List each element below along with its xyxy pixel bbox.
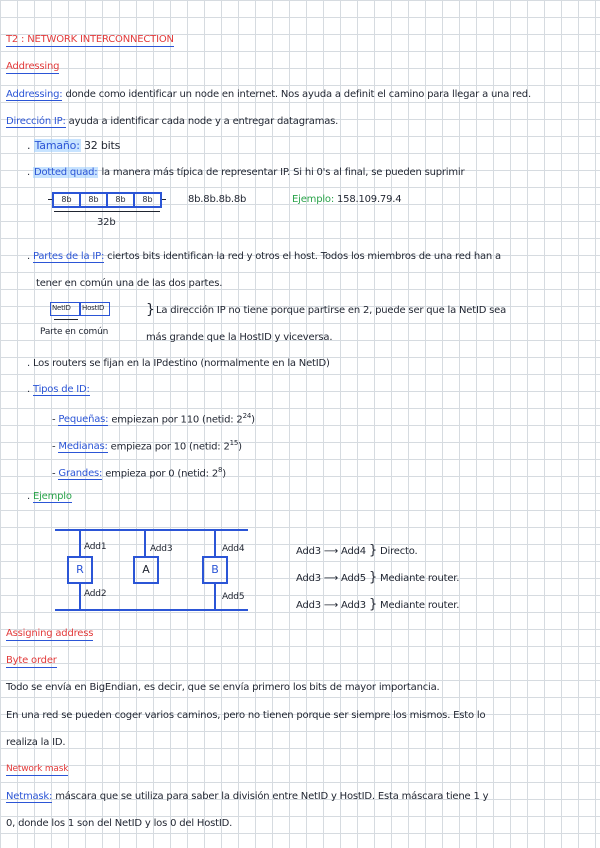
link-r-top bbox=[79, 531, 81, 556]
route-row bbox=[296, 545, 418, 558]
section-heading-assigning: Assigning address bbox=[6, 628, 94, 639]
example-term: Ejemplo: bbox=[292, 194, 335, 205]
byte-order-line-3: realiza la ID. bbox=[6, 737, 66, 748]
route-note: Mediante router. bbox=[380, 573, 460, 584]
example-ip: 158.109.79.4 bbox=[337, 194, 402, 205]
curly-brace: } bbox=[368, 570, 378, 585]
bullet-dot: . bbox=[27, 491, 30, 502]
curly-brace: } bbox=[146, 302, 155, 318]
route-row bbox=[296, 572, 459, 585]
addr-label: Add3 bbox=[150, 544, 173, 554]
route-row bbox=[296, 599, 459, 612]
example-section-term: Ejemplo bbox=[32, 491, 72, 502]
type-small: - Pequeñas: empiezan por 110 (netid: $2^{24}$) bbox=[52, 412, 255, 426]
dotted-quad-term: Dotted quad: bbox=[33, 167, 98, 178]
netmask-definition bbox=[6, 791, 488, 803]
common-part-label: Parte en común bbox=[40, 327, 109, 337]
curly-brace: } bbox=[368, 543, 378, 558]
network-bus-bottom bbox=[55, 609, 248, 611]
type-small-text: empiezan por 110 (netid: 2 bbox=[111, 414, 243, 426]
quad-right-tick bbox=[162, 199, 166, 200]
netmask-text-1: máscara que se utiliza para saber la división entre NetID y HostID. Esta máscara tiene 1 y bbox=[55, 791, 489, 802]
netid-label: NetID bbox=[52, 304, 71, 312]
example-heading bbox=[27, 491, 72, 503]
size-value: 32 bits bbox=[84, 139, 121, 152]
route-from: Add3 bbox=[296, 573, 321, 584]
ip-parts-term: Partes de la IP: bbox=[32, 251, 105, 262]
dash: - bbox=[52, 414, 56, 426]
type-medium: - Medianas: empieza por 10 (netid: $2^{15}$) bbox=[52, 439, 242, 453]
curly-brace: } bbox=[368, 597, 378, 612]
link-b-bottom bbox=[214, 584, 216, 609]
route-note: Mediante router. bbox=[380, 600, 460, 611]
bullet-dot: . bbox=[27, 251, 30, 262]
types-of-id bbox=[27, 384, 90, 396]
dotted-quad-text: la manera más típica de representar IP. Si hi 0's al final, se pueden suprimir bbox=[101, 167, 465, 178]
route-from: Add3 bbox=[296, 546, 321, 557]
parts-note-2: más grande que la HostID y viceversa. bbox=[146, 332, 333, 343]
link-r-bottom bbox=[79, 584, 81, 609]
ip-address-definition bbox=[6, 116, 338, 128]
node-a: A bbox=[133, 556, 159, 584]
quad-brace-line bbox=[54, 211, 160, 212]
addr-label: Add4 bbox=[222, 544, 245, 554]
ip-address-text: ayuda a identificar cada node y a entregar datagramas. bbox=[68, 116, 339, 127]
byte-order-line-2: En una red se pueden coger varios caminos, pero no tienen porque ser siempre los mismos. Esto lo bbox=[6, 710, 486, 721]
route-to: Add5 bbox=[341, 573, 366, 584]
ip-parts-text-1: ciertos bits identifican la red y otros el host. Todos los miembros de una red han a bbox=[107, 251, 501, 262]
node-r: R bbox=[67, 556, 93, 584]
type-small-exponent: 24 bbox=[242, 412, 252, 420]
type-medium-term: Medianas: bbox=[58, 441, 108, 453]
type-big-text: empieza por 0 (netid: 2 bbox=[105, 468, 218, 480]
node-b: B bbox=[202, 556, 228, 584]
arrow-right-icon: ⟶ bbox=[323, 546, 339, 557]
routers-note bbox=[27, 358, 330, 370]
dotted-quad bbox=[27, 167, 464, 179]
network-bus-top bbox=[55, 529, 248, 531]
route-from: Add3 bbox=[296, 600, 321, 611]
common-part-brace bbox=[54, 319, 78, 320]
addressing-text: donde como identificar un node en internet. Nos ayuda a definit el camino para llegar a una red. bbox=[65, 89, 531, 100]
quad-example bbox=[292, 194, 401, 206]
link-a-top bbox=[144, 531, 146, 556]
netmask-term: Netmask: bbox=[6, 791, 53, 802]
ip-parts-text-2: tener en común una de las dos partes. bbox=[36, 278, 223, 289]
quad-cell: 8b bbox=[142, 195, 153, 204]
section-heading-byte-order: Byte order bbox=[6, 655, 57, 666]
section-heading-netmask: Network mask bbox=[6, 764, 69, 774]
type-small-term: Pequeñas: bbox=[58, 414, 109, 426]
quad-total-bits: 32b bbox=[97, 217, 116, 228]
netid-hostid-divider bbox=[79, 303, 81, 315]
quad-cell: 8b bbox=[61, 195, 72, 204]
byte-order-line-1: Todo se envía en BigEndian, es decir, que se envía primero los bits de mayor importancia. bbox=[6, 682, 440, 693]
section-heading-addressing: Addressing bbox=[6, 61, 60, 72]
quad-cell: 8b bbox=[88, 195, 99, 204]
addressing-definition bbox=[6, 89, 531, 101]
addr-label: Add1 bbox=[84, 542, 107, 552]
link-b-top bbox=[214, 531, 216, 556]
route-to: Add4 bbox=[341, 546, 366, 557]
addr-label: Add2 bbox=[84, 589, 107, 599]
type-big-exponent: 8 bbox=[217, 466, 223, 474]
ip-size bbox=[27, 140, 120, 152]
netmask-text-2: 0, donde los 1 son del NetID y los 0 del HostID. bbox=[6, 818, 233, 829]
bullet-dot: . bbox=[27, 167, 30, 178]
type-medium-text: empieza por 10 (netid: 2 bbox=[110, 441, 230, 453]
size-term: Tamaño: bbox=[34, 139, 80, 152]
type-big: - Grandes: empieza por 0 (netid: $2^8$) bbox=[52, 466, 226, 480]
routers-text: Los routers se fijan en la IPdestino (normalmente en la NetID) bbox=[32, 358, 330, 369]
addressing-term: Addressing: bbox=[6, 89, 63, 100]
ip-address-term: Dirección IP: bbox=[6, 116, 66, 127]
hostid-label: HostID bbox=[82, 304, 105, 312]
quad-format: 8b.8b.8b.8b bbox=[188, 194, 247, 205]
bullet-dot: . bbox=[27, 384, 30, 395]
quad-cell: 8b bbox=[115, 195, 126, 204]
arrow-right-icon: ⟶ bbox=[323, 573, 339, 584]
addr-label: Add5 bbox=[222, 592, 245, 602]
dash: - bbox=[52, 441, 56, 453]
route-note: Directo. bbox=[380, 546, 418, 557]
bullet-dot: . bbox=[27, 139, 31, 152]
type-big-term: Grandes: bbox=[58, 468, 103, 480]
parts-note-1: La dirección IP no tiene porque partirse en 2, puede ser que la NetID sea bbox=[156, 305, 507, 316]
types-term: Tipos de ID: bbox=[32, 384, 90, 395]
arrow-right-icon: ⟶ bbox=[323, 600, 339, 611]
type-medium-exponent: 15 bbox=[229, 439, 239, 447]
ip-parts bbox=[27, 251, 501, 263]
dash: - bbox=[52, 468, 56, 480]
page-title: T2 : NETWORK INTERCONNECTION bbox=[6, 34, 174, 45]
route-to: Add3 bbox=[341, 600, 366, 611]
bullet-dot: . bbox=[27, 358, 30, 369]
